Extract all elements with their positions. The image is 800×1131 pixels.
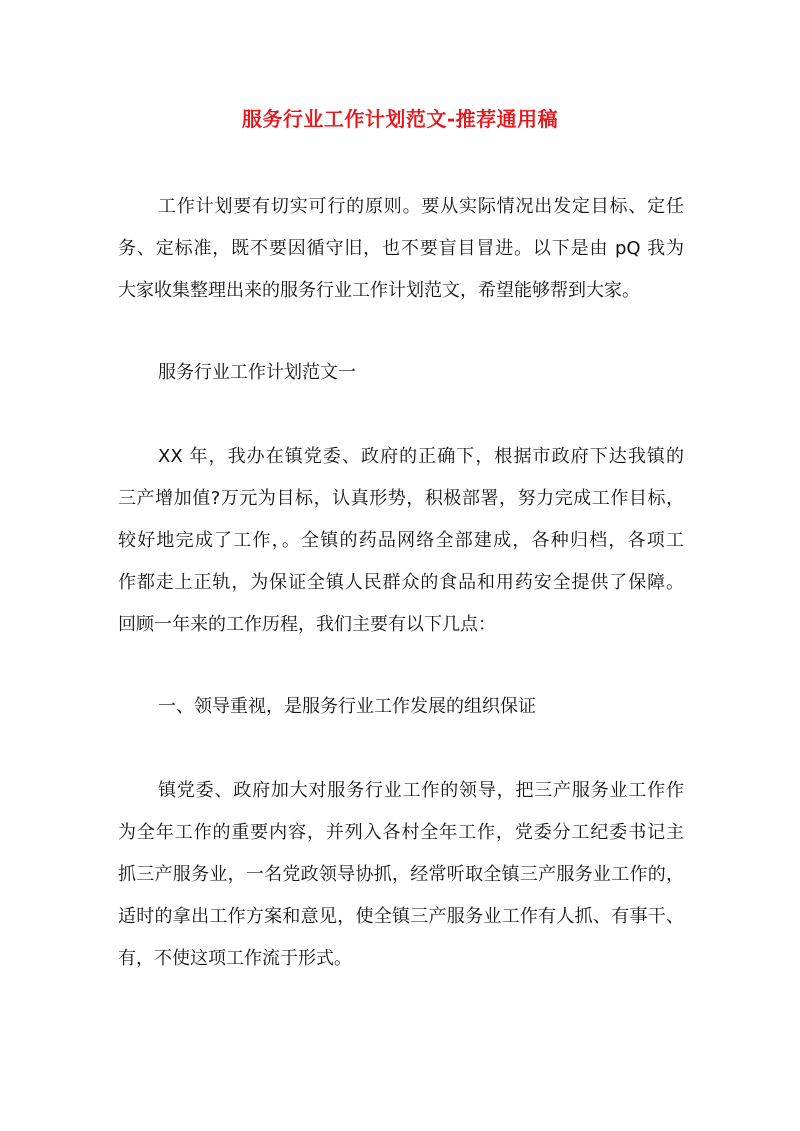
body-paragraph-1 <box>118 436 684 646</box>
paragraph-line: 适时的拿出工作方案和意见，使全镇三产服务业工作有人抓、有事干、 <box>118 906 684 927</box>
paragraph-line: 大家收集整理出来的服务行业工作计划范文，希望能够帮到大家。 <box>118 280 640 301</box>
body-paragraph-2 <box>118 770 684 980</box>
paragraph-line: 工作计划要有切实可行的原则。要从实际情况出发定目标、定任 <box>158 196 684 217</box>
paragraph-line: 务、定标准，既不要因循守旧，也不要盲目冒进。以下是由 pQ 我为 <box>118 238 684 259</box>
point-heading: 一、领导重视，是服务行业工作发展的组织保证 <box>158 696 536 717</box>
paragraph-line: 作都走上正轨，为保证全镇人民群众的食品和用药安全提供了保障。 <box>118 572 684 593</box>
paragraph-line: 回顾一年来的工作历程，我们主要有以下几点： <box>118 614 496 635</box>
paragraph-line: 有，不使这项工作流于形式。 <box>118 948 352 969</box>
paragraph-line: 三产增加值?万元为目标，认真形势，积极部署，努力完成工作目标， <box>118 488 684 509</box>
paragraph-line: 镇党委、政府加大对服务行业工作的领导，把三产服务业工作作 <box>158 780 684 801</box>
paragraph-line: XX 年，我办在镇党委、政府的正确下，根据市政府下达我镇的 <box>158 446 684 467</box>
intro-paragraph <box>118 186 684 312</box>
document-title: 服务行业工作计划范文-推荐通用稿 <box>241 107 559 131</box>
paragraph-line: 较好地完成了工作，。全镇的药品网络全部建成，各种归档，各项工 <box>118 530 684 551</box>
paragraph-line: 为全年工作的重要内容，并列入各村全年工作，党委分工纪委书记主 <box>118 822 684 843</box>
paragraph-line: 抓三产服务业，一名党政领导协抓，经常听取全镇三产服务业工作的， <box>118 864 684 885</box>
section-heading: 服务行业工作计划范文一 <box>158 362 356 383</box>
